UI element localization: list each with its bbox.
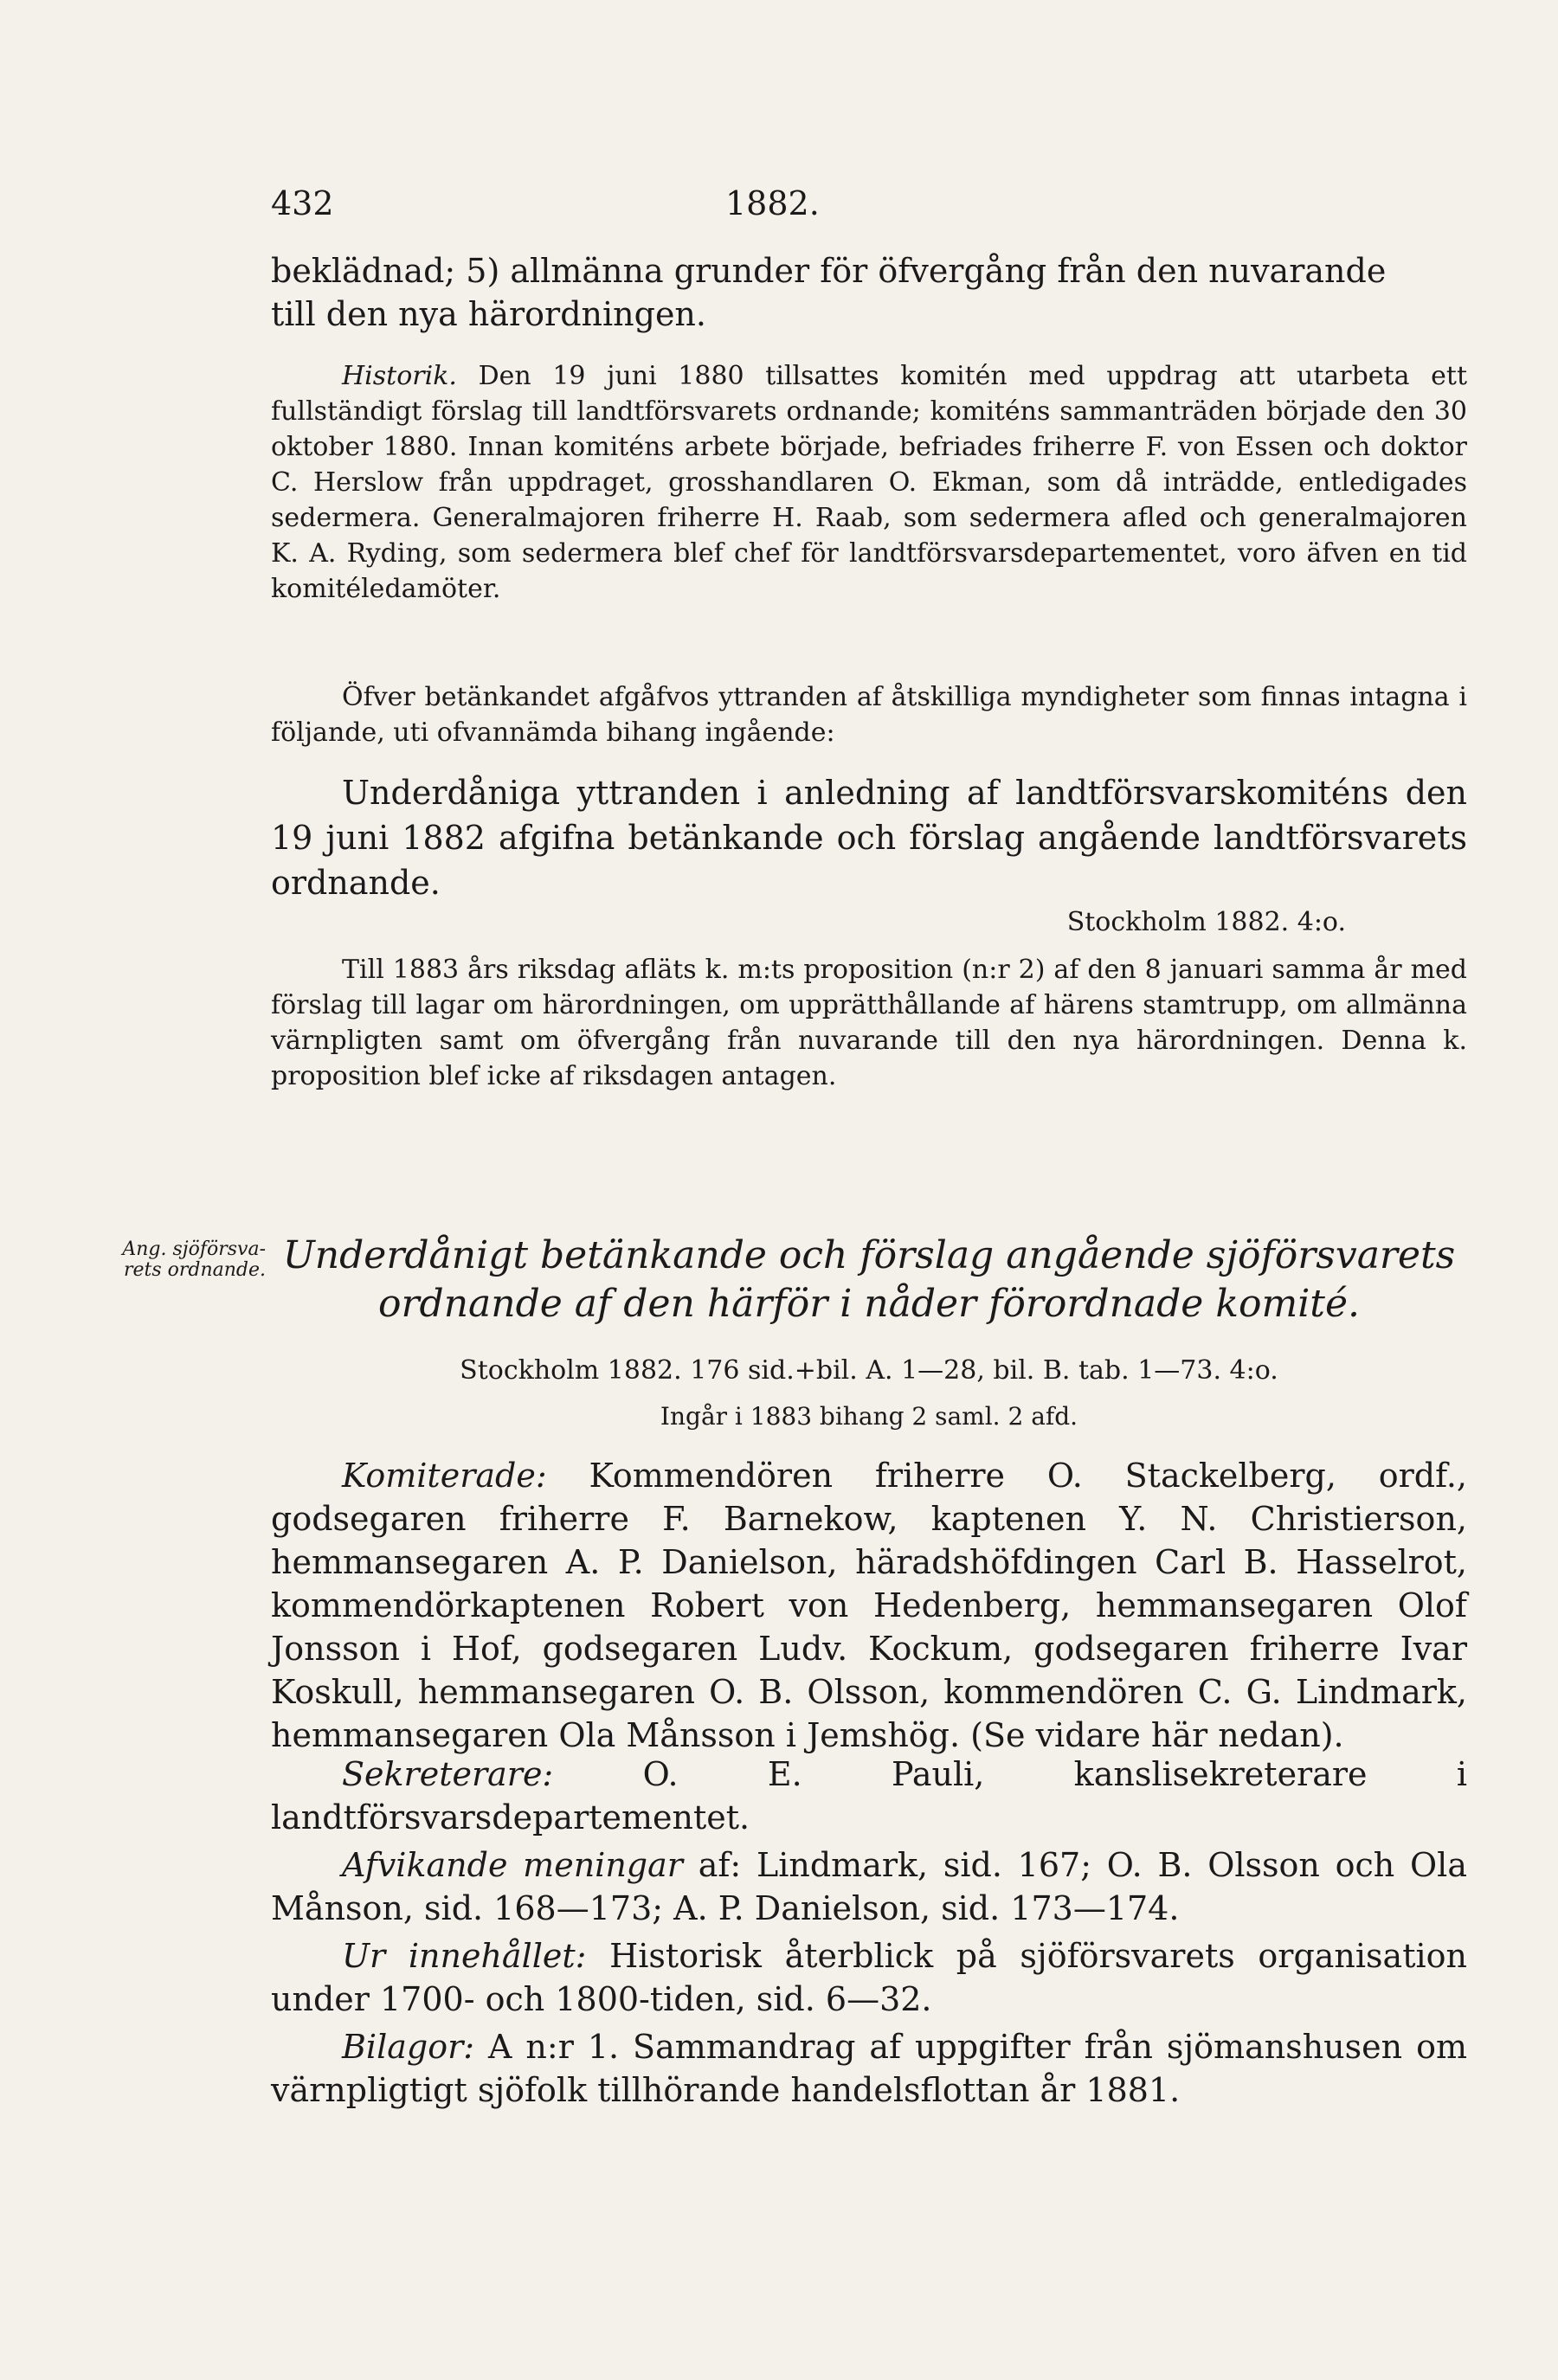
underdaniga-title: Underdåniga yttranden i anledning af landtförsvarskomiténs den 19 juni 1882 afgifna betänkande och förslag angående landtförsvarets ordnande.	[271, 774, 1467, 902]
sekreterare-paragraph	[271, 1753, 1467, 1839]
afvikande-label: Afvikande meningar	[342, 1846, 683, 1884]
historik-paragraph	[271, 358, 1467, 607]
innehallet-label: Ur innehållet:	[342, 1937, 587, 1975]
header-year: 1882.	[725, 184, 820, 222]
pub-info-1: Stockholm 1882. 4:o.	[1066, 907, 1346, 937]
section-heading	[271, 1232, 1467, 1328]
komiterade-label: Komiterade:	[342, 1457, 547, 1495]
intro-line-1: beklädnad; 5) allmänna grunder för öfvergång från den nuvarande	[271, 252, 1387, 290]
bilagor-label: Bilagor:	[342, 2028, 475, 2066]
sekreterare-label: Sekreterare:	[342, 1755, 554, 1793]
afvikande-text: af: Lindmark, sid. 167; O. B. Olsson och Ola Månson, sid. 168—173; A. P. Danielson, sid. 173—174.	[271, 1846, 1467, 1927]
margin-note-line-1: Ang. sjöförsva-	[122, 1238, 266, 1260]
bilagor-text: A n:r 1. Sammandrag af uppgifter från sjömanshusen om värnpligtigt sjöfolk tillhörande handelsflottan år 1881.	[271, 2028, 1467, 2109]
page-number: 432	[271, 184, 334, 222]
innehallet-text: Historisk återblick på sjöförsvarets organisation under 1700- och 1800-tiden, sid. 6—32.	[271, 1937, 1467, 2018]
historik-label: Historik.	[342, 361, 457, 391]
margin-note	[45, 1239, 266, 1281]
innehallet-paragraph	[271, 1934, 1467, 2021]
section-ingar: Ingår i 1883 bihang 2 saml. 2 afd.	[660, 1402, 1078, 1431]
margin-note-line-2: rets ordnande.	[123, 1259, 266, 1281]
ofver-paragraph: Öfver betänkandet afgåfvos yttranden af åtskilliga myndigheter som finnas intagna i följande, uti ofvannämda bihang ingående:	[271, 682, 1467, 748]
sekreterare-text: O. E. Pauli, kanslisekreterare i landtförsvarsdepartementet.	[271, 1755, 1467, 1836]
section-title-line-2: ordnande af den härför i nåder förordnade komité.	[378, 1282, 1360, 1326]
section-title-line-1: Underdånigt betänkande och förslag angående sjöförsvarets	[282, 1233, 1456, 1277]
komiterade-text: Kommendören friherre O. Stackelberg, ordf., godsegaren friherre F. Barnekow, kaptenen Y. N. Christierson, hemmansegaren A. P. Danielson, häradshöfdingen Carl B. Hasselrot, kommendörkaptenen Robert von Hedenberg, hemmansegaren Olof Jonsson i Hof, godsegaren Ludv. Kockum, godsegaren friherre Ivar Koskull, hemmansegaren O. B. Olsson, kommendören C. G. Lindmark, hemmansegaren Ola Månsson i Jemshög. (Se vidare här nedan).	[271, 1457, 1467, 1754]
intro-line-2: till den nya härordningen.	[271, 295, 706, 333]
proposition-paragraph: Till 1883 års riksdag afläts k. m:ts proposition (n:r 2) af den 8 januari samma år med förslag till lagar om härordningen, om upprätthållande af härens stamtrupp, om allmänna värnpligten samt om öfvergång från nuvarande till den nya härordningen. Denna k. proposition blef icke af riksdagen antagen.	[271, 955, 1467, 1091]
intro-paragraph	[271, 249, 1467, 336]
section-pub-info: Stockholm 1882. 176 sid.+bil. A. 1—28, bil. B. tab. 1—73. 4:o.	[460, 1355, 1278, 1386]
komiterade-paragraph	[271, 1454, 1467, 1757]
historik-text: Den 19 juni 1880 tillsattes komitén med uppdrag att utarbeta ett fullständigt förslag till landtförsvarets ordnande; komiténs sammanträden började den 30 oktober 1880. Innan komiténs arbete började, befriades friherre F. von Essen och doktor C. Herslow från uppdraget, grosshandlaren O. Ekman, som då inträdde, entledigades sedermera. Generalmajoren friherre H. Raab, som sedermera afled och generalmajoren K. A. Ryding, som sedermera blef chef för landtförsvarsdepartementet, voro äfven en tid komitéledamöter.	[271, 361, 1467, 604]
afvikande-paragraph	[271, 1843, 1467, 1930]
bilagor-paragraph	[271, 2025, 1467, 2112]
